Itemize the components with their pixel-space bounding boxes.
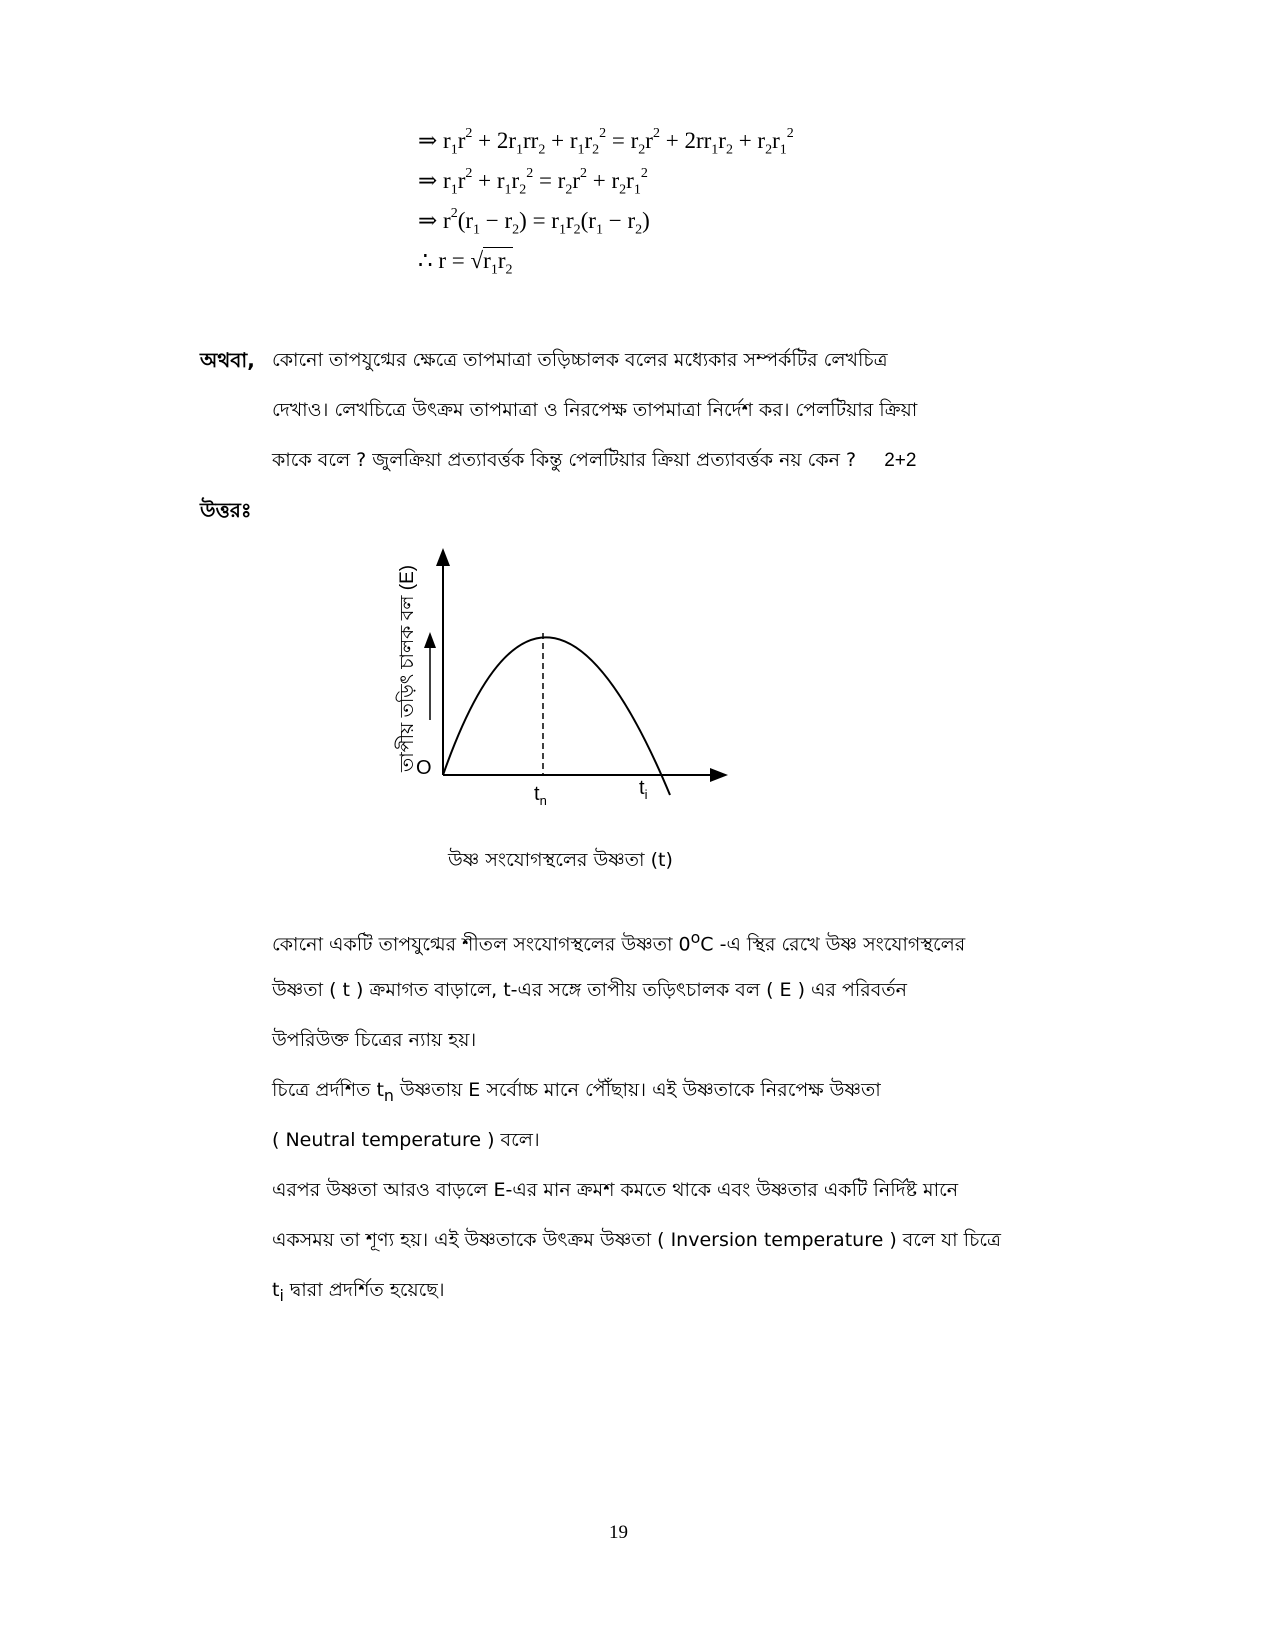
therefore-symbol: ∴ <box>418 248 433 273</box>
explanation-para-8: $t_i$ দ্বারা প্রদর্শিত হয়েছে। <box>272 1279 445 1305</box>
origin-label: O <box>416 757 432 779</box>
implies-symbol: ⇒ <box>418 168 438 193</box>
implies-symbol: ⇒ <box>418 208 438 233</box>
y-axis-label: তাপীয় তড়িৎ চালক বল (E) <box>397 564 418 772</box>
implies-symbol: ⇒ <box>418 128 438 153</box>
y-axis-arrowhead <box>436 548 450 566</box>
question-marks: 2+2 <box>884 450 917 471</box>
equation-line-2 <box>418 168 648 199</box>
question-line-3-text: কাকে বলে ? জুলক্রিয়া প্রত্যাবর্ত্তক কিন্তু পেলটিয়ার ক্রিয়া প্রত্যাবর্ত্তক নয় কেন ? <box>272 449 857 471</box>
equation-line-1 <box>418 128 794 159</box>
explanation-para-7: একসময় তা শূণ্য হয়। এই উষ্ণতাকে উৎক্রম উষ্ণতা ( Inversion temperature ) বলে যা চিত্রে <box>272 1229 1001 1251</box>
x-axis-label: উষ্ণ সংযোগস্থলের উষ্ণতা (t) <box>448 849 673 871</box>
page-number: 19 <box>609 1522 628 1543</box>
ti-label: $t_i$ <box>639 777 648 802</box>
thermo-emf-graph <box>380 540 760 820</box>
question-line-1: কোনো তাপযুগ্মের ক্ষেত্রে তাপমাত্রা তড়িচ্চালক বলের মধ্যেকার সম্পর্কটির লেখচিত্র <box>272 349 888 371</box>
question-line-3 <box>272 446 916 478</box>
explanation-para-1: কোনো একটি তাপযুগ্মের শীতল সংযোগস্থলের উষ্ণতা 0$^o$C -এ স্থির রেখে উষ্ণ সংযোগস্থলের <box>272 928 966 956</box>
question-label: অথবা, <box>200 348 255 372</box>
equation-4-body: $r = √r_1r_2$ <box>438 248 513 278</box>
x-axis-arrowhead <box>710 768 728 782</box>
equation-line-3 <box>418 208 650 239</box>
explanation-para-5: ( Neutral temperature ) বলে। <box>272 1129 540 1151</box>
emf-curve <box>443 637 670 795</box>
answer-label: উত্তরঃ <box>200 498 252 522</box>
question-line-2: দেখাও। লেখচিত্রে উৎক্রম তাপমাত্রা ও নিরপেক্ষ তাপমাত্রা নির্দেশ কর। পেলটিয়ার ক্রিয়া <box>272 399 918 421</box>
tn-label: $t_n$ <box>534 783 547 808</box>
equation-1-body: $r_1r^2 + 2r_1rr_2 + r_1r_2^2 = r_2r^2 + 2rr_1r_2 + r_2r_1^2$ <box>443 126 794 158</box>
explanation-para-6: এরপর উষ্ণতা আরও বাড়লে E-এর মান ক্রমশ কমতে থাকে এবং উষ্ণতার একটি নির্দিষ্ট মানে <box>272 1179 959 1201</box>
explanation-para-2: উষ্ণতা ( t ) ক্রমাগত বাড়ালে, t-এর সঙ্গে তাপীয় তড়িৎচালক বল ( E ) এর পরিবর্তন <box>272 979 907 1001</box>
e-direction-arrowhead <box>424 632 436 648</box>
equation-line-4 <box>418 248 513 279</box>
equation-3-body: $r^2(r_1 - r_2) = r_1r_2(r_1 - r_2)$ <box>443 206 650 238</box>
equation-2-body: $r_1r^2 + r_1r_2^2 = r_2r^2 + r_2r_1^2$ <box>443 166 648 198</box>
explanation-para-3: উপরিউক্ত চিত্রের ন্যায় হয়। <box>272 1029 477 1051</box>
explanation-para-4: চিত্রে প্রর্দশিত $t_n$ উষ্ণতায় E সর্বোচ্চ মানে পৌঁছায়। এই উষ্ণতাকে নিরপেক্ষ উষ্ণতা <box>272 1079 881 1105</box>
